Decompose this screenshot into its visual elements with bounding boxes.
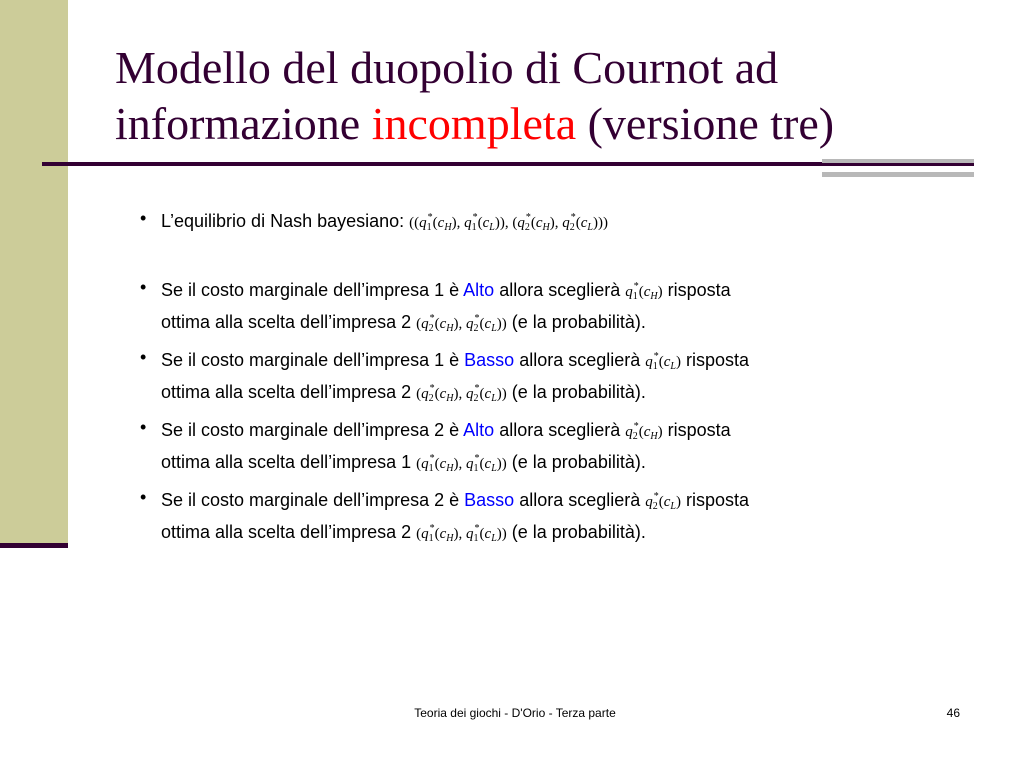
bullet-line2-tail: (e la probabilità). <box>506 382 646 402</box>
nash-equilibrium-formula: (($q_1^*(c_H)$, $q_1^*(c_L)$), ($q_2^*(c_H)$, $q_2^*(c_L)$)) <box>409 212 608 233</box>
bullet-tail: risposta <box>662 420 731 440</box>
bullet-dot: • <box>140 487 147 507</box>
bullet-mid: allora sceglierà <box>494 420 626 440</box>
bullet-tail: risposta <box>662 280 731 300</box>
bullet-line-2 <box>161 378 646 410</box>
title-accent-bar-bottom <box>822 172 974 177</box>
bullet-lead: L’equilibrio di Nash bayesiano: <box>161 211 410 231</box>
title-highlight: incompleta <box>371 98 577 149</box>
rival-strategy-formula: ($q_2^*(c_H)$, $q_2^*(c_L)$) <box>416 383 507 404</box>
chosen-quantity-formula: $q_1^*(c_L)$ <box>645 351 681 372</box>
bullet-line-1 <box>161 346 749 378</box>
rival-strategy-formula: ($q_1^*(c_H)$, $q_1^*(c_L)$) <box>416 453 507 474</box>
sidebar-decoration <box>0 0 68 548</box>
chosen-quantity-formula: $q_2^*(c_H)$ <box>625 421 663 442</box>
rival-strategy-formula: ($q_2^*(c_H)$, $q_2^*(c_L)$) <box>416 313 507 334</box>
bullet-dot: • <box>140 417 147 437</box>
chosen-quantity-formula: $q_1^*(c_H)$ <box>625 281 663 302</box>
slide-footer: Teoria dei giochi - D'Orio - Terza parte <box>414 706 616 720</box>
title-line-1: Modello del duopolio di Cournot ad <box>115 42 779 93</box>
cost-keyword: Alto <box>463 280 495 300</box>
bullet-lead: Se il costo marginale dell’impresa 1 è <box>161 280 464 300</box>
bullet-lead: Se il costo marginale dell’impresa 2 è <box>161 490 465 510</box>
chosen-quantity-formula: $q_2^*(c_L)$ <box>645 491 681 512</box>
cost-keyword: Alto <box>463 420 495 440</box>
bullet-tail: risposta <box>680 350 750 370</box>
bullet-mid: allora sceglierà <box>494 280 626 300</box>
cost-keyword: Basso <box>464 490 515 510</box>
bullet-line-2 <box>161 518 646 550</box>
bullet-mid: allora sceglierà <box>514 490 646 510</box>
rival-strategy-formula: ($q_1^*(c_H)$, $q_1^*(c_L)$) <box>416 523 507 544</box>
bullet-line-1 <box>161 416 731 448</box>
bullet-lead: Se il costo marginale dell’impresa 1 è <box>161 350 465 370</box>
bullet-line-1 <box>161 486 749 518</box>
page-number: 46 <box>946 706 960 720</box>
title-line-2-end: (versione tre) <box>576 98 835 149</box>
bullet-lead: Se il costo marginale dell’impresa 2 è <box>161 420 464 440</box>
title-accent-bar-top <box>822 159 974 163</box>
sidebar-base-line <box>0 543 68 548</box>
bullet-dot: • <box>140 347 147 367</box>
title-line-2-start: informazione <box>115 98 372 149</box>
bullet-line2-lead: ottima alla scelta dell’impresa 2 <box>161 312 417 332</box>
title-line-2 <box>115 96 995 152</box>
bullet-mid: allora sceglierà <box>514 350 646 370</box>
bullet-line2-tail: (e la probabilità). <box>506 312 646 332</box>
bullet-line-2 <box>161 308 646 340</box>
cost-keyword: Basso <box>464 350 515 370</box>
slide-title <box>115 40 995 152</box>
bullet-line-2 <box>161 448 646 480</box>
bullet-tail: risposta <box>680 490 750 510</box>
bullet-line2-lead: ottima alla scelta dell’impresa 1 <box>161 452 417 472</box>
bullet-line2-lead: ottima alla scelta dell’impresa 2 <box>161 522 417 542</box>
bullet-line2-tail: (e la probabilità). <box>506 452 646 472</box>
bullet-line2-tail: (e la probabilità). <box>506 522 646 542</box>
bullet-line <box>161 207 608 239</box>
bullet-line2-lead: ottima alla scelta dell’impresa 2 <box>161 382 417 402</box>
bullet-dot: • <box>140 277 147 297</box>
bullet-line-1 <box>161 276 731 308</box>
bullet-dot: • <box>140 208 147 228</box>
